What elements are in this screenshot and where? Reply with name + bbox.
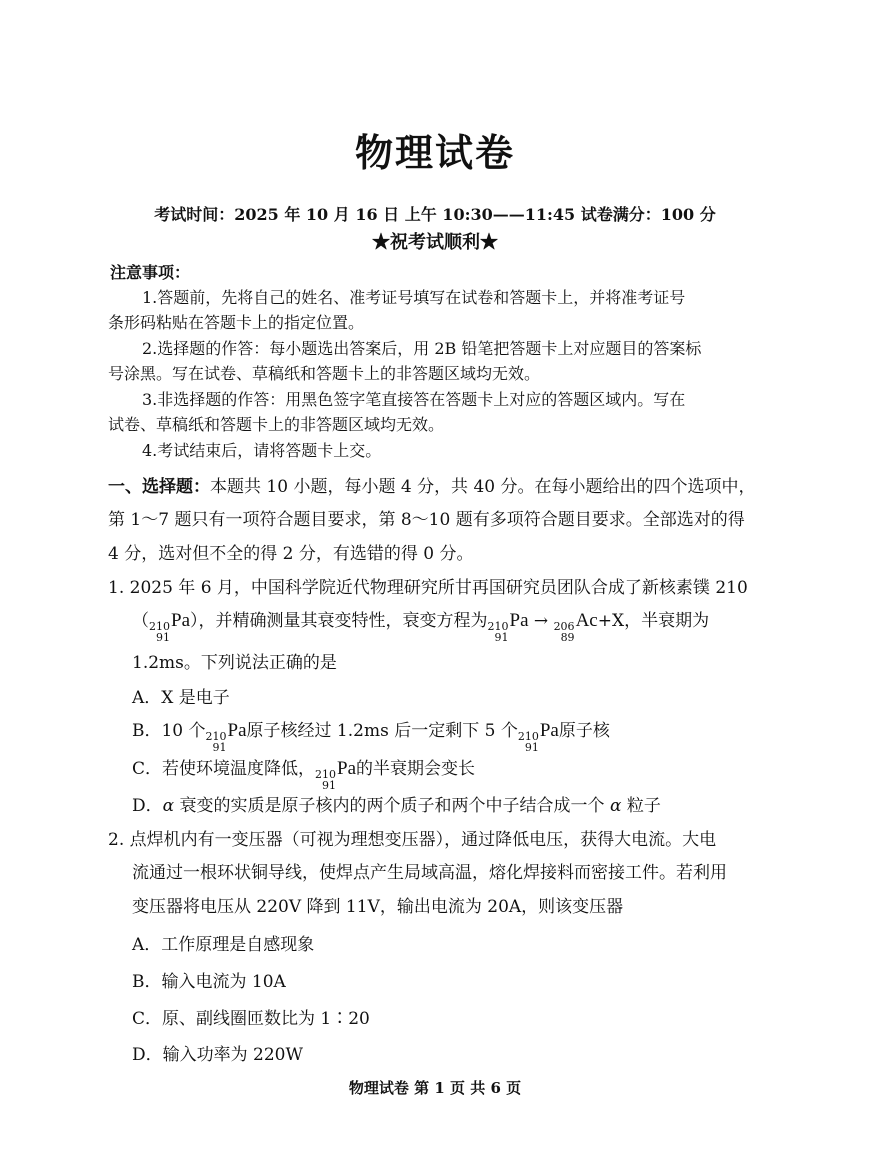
stem-text: +X，半衰期为 — [597, 611, 710, 631]
note-line: 4.考试结束后，请将答题卡上交。 — [142, 441, 382, 460]
nuclide-pa: 210 91 Pa — [487, 610, 529, 644]
question-2-option-a: A．工作原理是自感现象 — [132, 935, 315, 955]
page-title: 物理试卷 — [354, 130, 515, 175]
section-text: 4 分，选对但不全的得 2 分，有选错的得 0 分。 — [108, 544, 474, 564]
question-1-option-c: C．若使环境温度降低， 210 91 Pa的半衰期会变长 — [132, 758, 476, 792]
question-2-stem: 变压器将电压从 220V 降到 11V，输出电流为 20A，则该变压器 — [132, 897, 624, 917]
nuclide-pa: 210 91 Pa — [315, 758, 357, 792]
notes-heading: 注意事项： — [110, 263, 191, 282]
question-1-stem: 1. 2025 年 6 月，中国科学院近代物理研究所甘再国研究员团队合成了新核素镤 210 — [108, 578, 748, 598]
question-2-option-d: D．输入功率为 220W — [132, 1045, 303, 1065]
exam-wish: ★祝考试顺利★ — [372, 232, 498, 253]
arrow: → — [528, 611, 554, 631]
section-heading: 一、选择题： — [108, 477, 210, 497]
stem-text: ），并精确测量其衰变特性，衰变方程为 — [190, 611, 488, 631]
nuclide-pa: 210 91 Pa — [149, 610, 190, 644]
nuclide-pa: 210 91 Pa — [517, 720, 559, 754]
question-2-stem: 2. 点焊机内有一变压器（可视为理想变压器），通过降低电压，获得大电流。大电 — [108, 830, 717, 850]
question-1-stem: 1.2ms。下列说法正确的是 — [132, 653, 337, 673]
question-1-stem — [132, 606, 709, 643]
nuclide-pa: 210 91 Pa — [205, 720, 247, 754]
exam-meta: 考试时间：2025 年 10 月 16 日 上午 10:30——11:45 试卷满分：100 分 — [154, 205, 716, 224]
stem-text: （ — [132, 611, 149, 631]
question-1-option-d: D．α 衰变的实质是原子核内的两个质子和两个中子结合成一个 α 粒子 — [132, 796, 661, 816]
question-2-stem: 流通过一根环状铜导线，使焊点产生局域高温，熔化焊接料而密接工件。若利用 — [132, 863, 727, 883]
note-line: 试卷、草稿纸和答题卡上的非答题区域均无效。 — [108, 415, 445, 434]
question-2-option-b: B．输入电流为 10A — [132, 972, 286, 992]
note-line: 条形码粘贴在答题卡上的指定位置。 — [108, 313, 365, 332]
note-line: 1.答题前，先将自己的姓名、准考证号填写在试卷和答题卡上，并将准考证号 — [142, 288, 686, 307]
nuclide-ac: 206 89 Ac — [553, 610, 598, 644]
section-instructions — [108, 472, 756, 497]
note-line: 2.选择题的作答：每小题选出答案后，用 2B 铅笔把答题卡上对应题目的答案标 — [142, 339, 702, 358]
question-1-option-b: B．10 个 210 91 Pa原子核经过 1.2ms 后一定剩下 5 个 210 91 Pa原子核 — [132, 720, 610, 754]
note-line: 3.非选择题的作答：用黑色签字笔直接答在答题卡上对应的答题区域内。写在 — [142, 390, 686, 409]
page-footer: 物理试卷 第 1 页 共 6 页 — [348, 1079, 522, 1097]
note-line: 号涂黑。写在试卷、草稿纸和答题卡上的非答题区域均无效。 — [108, 364, 541, 383]
question-1-option-a: A．X 是电子 — [132, 688, 230, 708]
section-text: 第 1～7 题只有一项符合题目要求，第 8～10 题有多项符合题目要求。全部选对的得 — [108, 510, 745, 530]
section-text: 本题共 10 小题，每小题 4 分，共 40 分。在每小题给出的四个选项中， — [210, 477, 756, 497]
question-2-option-c: C．原、副线圈匝数比为 1∶20 — [132, 1009, 370, 1029]
